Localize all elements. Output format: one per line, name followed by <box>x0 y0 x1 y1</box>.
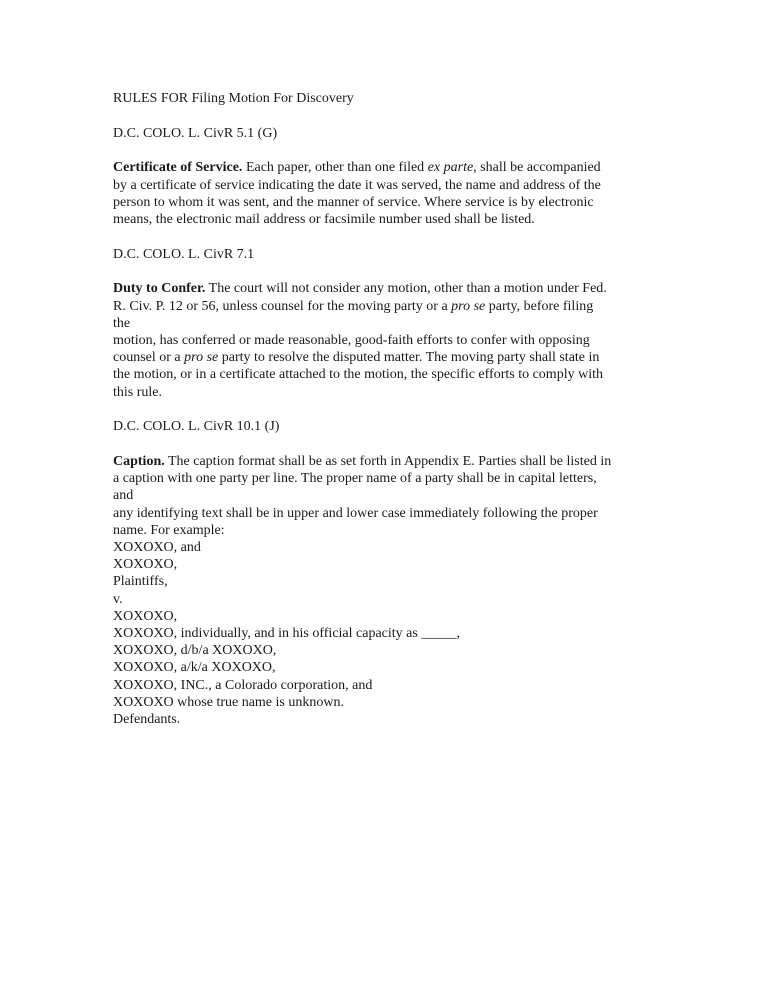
document-page <box>113 90 658 746</box>
caption-example-line: XOXOXO, and <box>113 540 201 556</box>
caption-example-line: XOXOXO whose true name is unknown. <box>113 694 344 710</box>
rule3-citation <box>113 418 658 435</box>
rule1-line-3: person to whom it was sent, and the manner of service. Where service is by electronic <box>113 194 594 210</box>
rule3-heading: Caption. <box>113 454 165 470</box>
rule2-line-5-c: party to resolve the disputed matter. The moving party shall state in <box>218 350 600 366</box>
rule1-line-1-c: , shall be accompanied <box>473 160 601 176</box>
caption-example-line: Plaintiffs, <box>113 574 168 590</box>
rule2-line-2 <box>113 298 658 315</box>
rule3-line-1 <box>113 453 658 470</box>
rule2-line-2-c: party, before filing <box>485 298 594 314</box>
caption-example-line: XOXOXO, <box>113 557 178 573</box>
rule3-line-5: name. For example: <box>113 522 225 538</box>
rule1-citation <box>113 125 658 142</box>
rule2-line-5-italic: pro se <box>184 350 219 366</box>
rule1-line-1 <box>113 159 658 176</box>
rule2-paragraph <box>113 280 658 400</box>
rule2-line-2-italic: pro se <box>451 298 486 314</box>
document-title <box>113 90 658 107</box>
caption-example <box>113 539 658 728</box>
title-text: RULES FOR Filing Motion For Discovery <box>113 91 354 106</box>
rule1-heading: Certificate of Service. <box>113 160 243 176</box>
caption-example-line: XOXOXO, INC., a Colorado corporation, and <box>113 677 373 693</box>
caption-example-line: XOXOXO, d/b/a XOXOXO, <box>113 643 277 659</box>
rule2-line-7: this rule. <box>113 384 162 400</box>
rule3-paragraph <box>113 453 658 728</box>
rule2-line-1-text: The court will not consider any motion, other than a motion under Fed. <box>205 281 607 297</box>
rule2-citation <box>113 246 658 263</box>
rule1-line-1-a: Each paper, other than one filed <box>242 160 428 176</box>
caption-example-line: XOXOXO, individually, and in his official capacity as _____, <box>113 626 460 642</box>
caption-example-line: v. <box>113 591 123 607</box>
rule1-citation-text: D.C. COLO. L. CivR 5.1 (G) <box>113 125 278 141</box>
rule1-line-4: means, the electronic mail address or facsimile number used shall be listed. <box>113 212 535 228</box>
rule3-line-3: and <box>113 488 134 504</box>
rule2-citation-text: D.C. COLO. L. CivR 7.1 <box>113 246 255 262</box>
rule2-line-1 <box>113 280 658 297</box>
rule1-paragraph <box>113 159 658 228</box>
rule2-heading: Duty to Confer. <box>113 281 206 297</box>
rule2-line-6: the motion, or in a certificate attached to the motion, the specific efforts to comply with <box>113 367 603 383</box>
rule3-citation-text: D.C. COLO. L. CivR 10.1 (J) <box>113 419 280 435</box>
rule2-line-4: motion, has conferred or made reasonable, good-faith efforts to confer with opposing <box>113 333 590 349</box>
rule2-line-3: the <box>113 315 131 331</box>
rule2-line-2-a: R. Civ. P. 12 or 56, unless counsel for the moving party or a <box>113 298 452 314</box>
caption-example-line: XOXOXO, a/k/a XOXOXO, <box>113 660 276 676</box>
caption-example-line: XOXOXO, <box>113 608 178 624</box>
rule3-line-2: a caption with one party per line. The proper name of a party shall be in capital letters, <box>113 471 597 487</box>
rule2-line-5-a: counsel or a <box>113 350 185 366</box>
rule1-line-2: by a certificate of service indicating the date it was served, the name and address of the <box>113 177 601 193</box>
rule2-line-5 <box>113 349 658 366</box>
rule3-line-1-text: The caption format shall be as set forth in Appendix E. Parties shall be listed in <box>164 454 612 470</box>
rule1-line-1-italic: ex parte <box>427 160 474 176</box>
caption-example-line: Defendants. <box>113 712 181 728</box>
rule3-line-4: any identifying text shall be in upper and lower case immediately following the proper <box>113 505 598 521</box>
